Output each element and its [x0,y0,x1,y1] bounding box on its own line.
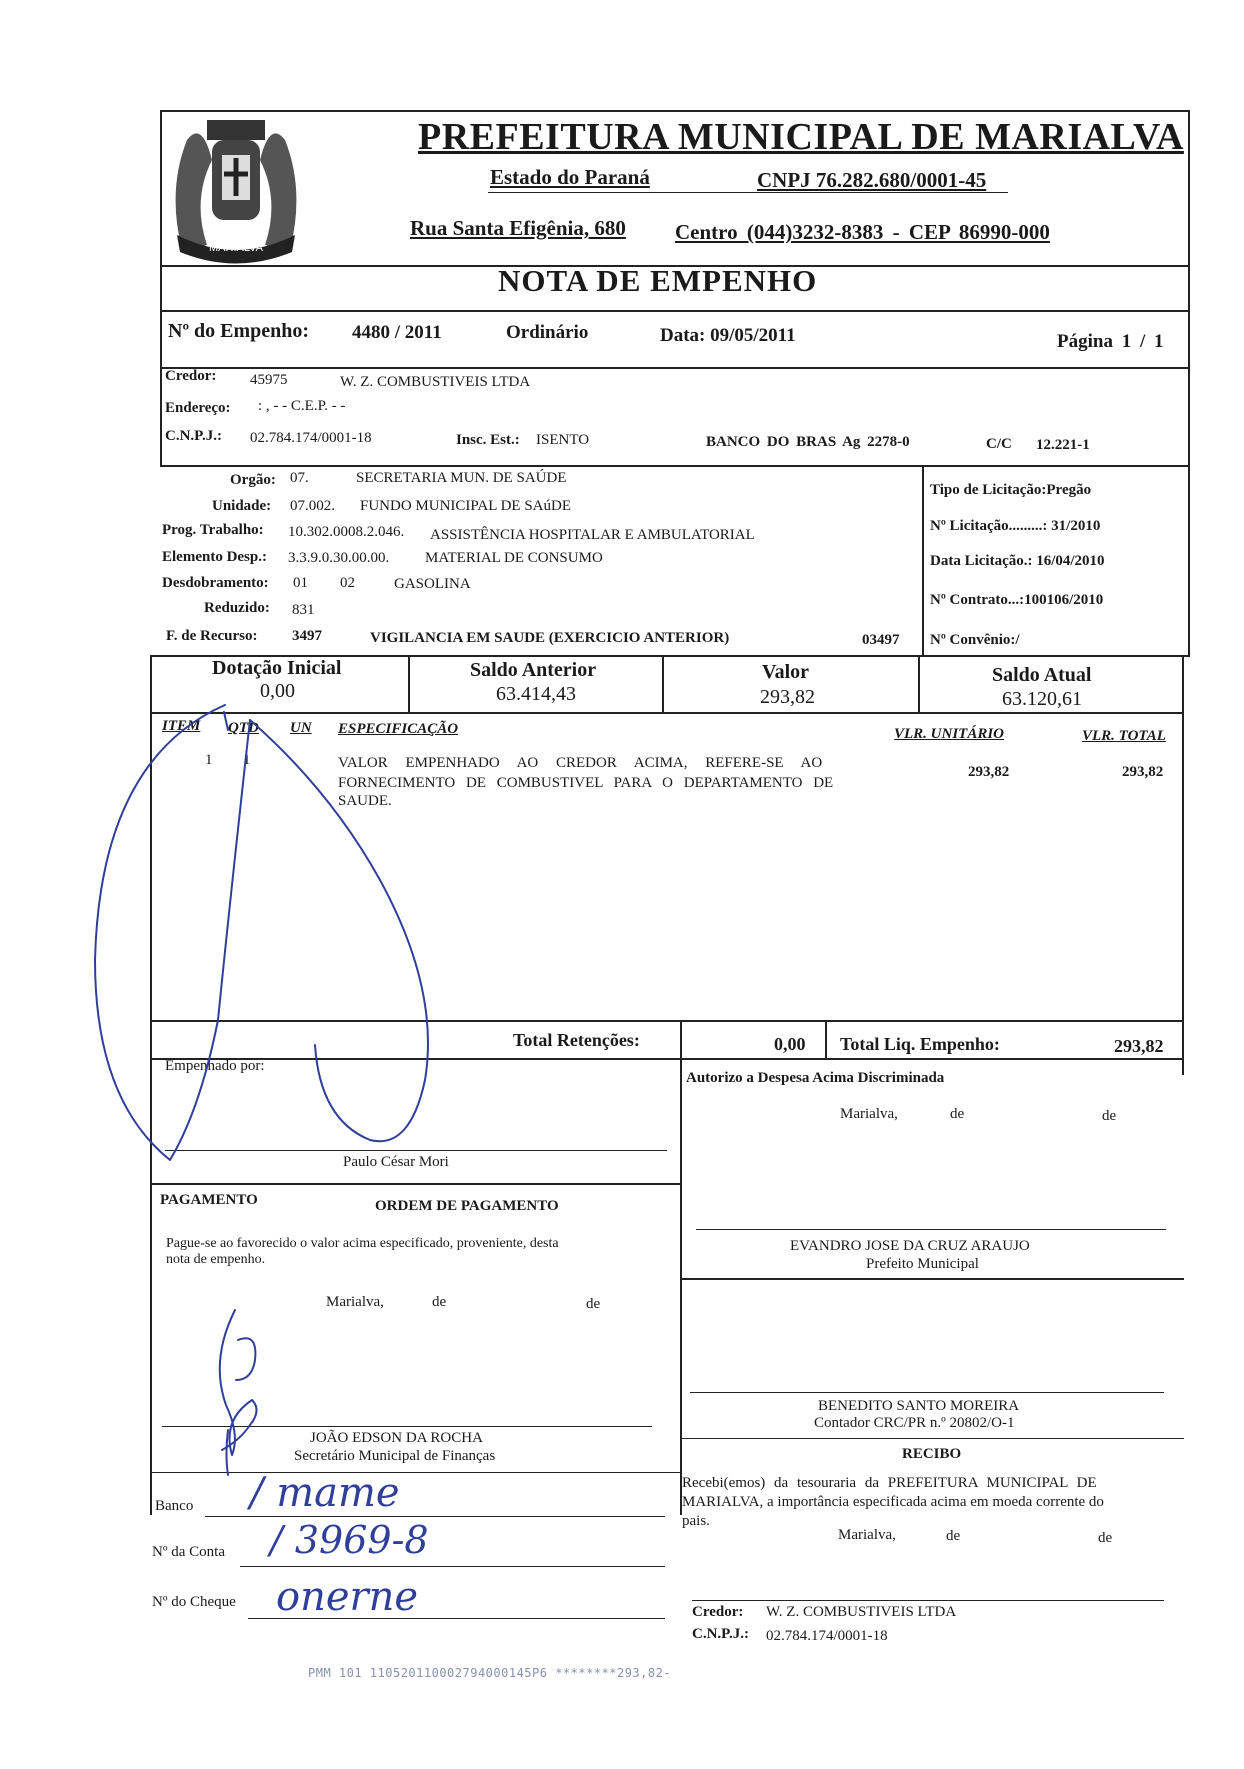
col-un: UN [290,720,312,736]
contador-role: Contador CRC/PR n.º 20802/O-1 [814,1415,1015,1431]
orgao-name: SECRETARIA MUN. DE SAÚDE [356,470,567,486]
desdobramento-a: 01 [293,575,308,591]
row-espec-2: FORNECIMENTO DE COMBUSTIVEL PARA O DEPARTAMENTO DE [338,775,834,791]
saldo-atual-label: Saldo Atual [992,664,1092,686]
recibo-de-1: de [946,1528,961,1544]
row-vlr-total: 293,82 [1122,764,1164,780]
credor-name: W. Z. COMBUSTIVEIS LTDA [340,374,531,390]
cheque-handwritten: onerne [276,1574,419,1620]
elemento-label: Elemento Desp.: [162,549,267,565]
saldo-anterior-value: 63.414,43 [496,683,576,705]
pagamento-de-2: de [586,1296,601,1312]
row-qtd: 1 [243,752,251,768]
pagamento-text-2: nota de empenho. [166,1252,266,1267]
document-title: NOTA DE EMPENHO [498,263,818,298]
secretario-role: Secretário Municipal de Finanças [294,1448,496,1464]
pagamento-label: PAGAMENTO [160,1192,258,1208]
empenhado-label: Empenhado por: [165,1058,265,1074]
ordem-pagamento: ORDEM DE PAGAMENTO [375,1198,559,1214]
contador-name: BENEDITO SANTO MOREIRA [818,1398,1020,1414]
recibo-credor: W. Z. COMBUSTIVEIS LTDA [766,1604,957,1620]
cc-value: 12.221-1 [1036,437,1090,453]
credor-label: Credor: [165,368,217,384]
recibo-de-2: de [1098,1530,1113,1546]
valor-label: Valor [762,661,810,683]
col-vlr-unitario: VLR. UNITÁRIO [894,726,1005,742]
recibo-text-1: Recebi(emos) da tesouraria da PREFEITURA MUNICIPAL DE [682,1475,1097,1491]
prefeito-role: Prefeito Municipal [866,1256,979,1272]
header-state: Estado do Paraná [490,165,650,189]
orgao-code: 07. [290,470,309,486]
pagamento-text-1: Pague-se ao favorecido o valor acima especificado, proveniente, desta [166,1236,559,1251]
col-item: ITEM [162,718,201,734]
prog-code: 10.302.0008.2.046. [288,524,405,540]
orgao-label: Orgão: [230,472,276,488]
empenho-number: 4480 / 2011 [352,322,442,343]
empenho-type: Ordinário [506,322,589,343]
bank-info: BANCO DO BRAS Ag 2278-0 [706,434,910,450]
recibo-credor-label: Credor: [692,1604,744,1620]
cnpj-label: C.N.P.J.: [165,428,222,444]
header-cnpj: CNPJ 76.282.680/0001-45 [757,168,987,192]
prog-label: Prog. Trabalho: [162,522,264,538]
autorizo-place: Marialva, [840,1106,898,1122]
insc-value: ISENTO [536,432,590,448]
banco-label: Banco [155,1498,194,1514]
dotacao-inicial-label: Dotação Inicial [212,657,342,679]
prefeito-name: EVANDRO JOSE DA CRUZ ARAUJO [790,1238,1030,1254]
recibo-place: Marialva, [838,1527,896,1543]
cc-label: C/C [986,436,1012,452]
row-espec-3: SAUDE. [338,793,392,809]
licitacao-contrato: Nº Contrato...:100106/2010 [930,592,1104,608]
reduzido-value: 831 [292,602,315,618]
dotacao-inicial-value: 0,00 [260,680,295,702]
col-especificacao: ESPECIFICAÇÃO [338,721,459,737]
autorizo-title: Autorizo a Despesa Acima Discriminada [686,1070,945,1086]
endereco-label: Endereço: [165,400,231,416]
saldo-anterior-label: Saldo Anterior [470,659,597,681]
banco-handwritten: / mame [250,1470,400,1516]
unidade-code: 07.002. [290,498,335,514]
total-liq-label: Total Liq. Empenho: [840,1034,1000,1054]
total-retencoes-label: Total Retenções: [513,1030,640,1050]
conta-handwritten: / 3969-8 [270,1518,429,1562]
col-vlr-total: VLR. TOTAL [1082,728,1166,744]
empenho-label: Nº do Empenho: [168,320,310,342]
footer-code: PMM 101 110520110002794000145P6 ********293,82- [308,1666,672,1680]
desdobramento-b: 02 [340,575,355,591]
desdobramento-name: GASOLINA [394,576,471,592]
col-qtd: QTD [228,720,259,736]
secretario-name: JOÃO EDSON DA ROCHA [310,1430,483,1446]
recibo-cnpj: 02.784.174/0001-18 [766,1628,888,1644]
credor-code: 45975 [250,372,288,388]
pagamento-place: Marialva, [326,1294,384,1310]
reduzido-label: Reduzido: [204,600,270,616]
licitacao-data: Data Licitação.: 16/04/2010 [930,553,1105,569]
recibo-text-2: MARIALVA, a importância especificada acima em moeda corrente do [682,1494,1104,1510]
recurso-label: F. de Recurso: [166,628,258,644]
desdobramento-label: Desdobramento: [162,575,269,591]
header-street: Rua Santa Efigênia, 680 [410,216,626,240]
insc-label: Insc. Est.: [456,432,520,448]
header-address: Centro (044)3232-8383 - CEP 86990-000 [675,220,1050,244]
autorizo-de-2: de [1102,1108,1117,1124]
total-retencoes-value: 0,00 [774,1034,806,1054]
empenho-page: Página 1 / 1 [1057,331,1164,352]
cnpj-value: 02.784.174/0001-18 [250,430,372,446]
recibo-cnpj-label: C.N.P.J.: [692,1626,749,1642]
endereco-value: : , - - C.E.P. - - [258,398,346,414]
pagamento-de-1: de [432,1294,447,1310]
empenho-date: Data: 09/05/2011 [660,325,796,346]
licitacao-numero: Nº Licitação.........: 31/2010 [930,518,1101,534]
valor-value: 293,82 [760,686,815,708]
prog-name: ASSISTÊNCIA HOSPITALAR E AMBULATORIAL [430,527,755,543]
elemento-name: MATERIAL DE CONSUMO [425,550,603,566]
row-espec-1: VALOR EMPENHADO AO CREDOR ACIMA, REFERE-SE AO [338,755,823,771]
recurso-name: VIGILANCIA EM SAUDE (EXERCICIO ANTERIOR) [370,630,730,646]
recibo-text-3: pais. [682,1513,710,1529]
licitacao-tipo: Tipo de Licitação:Pregão [930,482,1092,498]
recurso-code: 3497 [292,628,322,644]
recurso-number: 03497 [862,632,900,648]
header-title: PREFEITURA MUNICIPAL DE MARIALVA [418,116,1184,158]
total-liq-value: 293,82 [1114,1036,1164,1056]
row-item: 1 [205,752,213,768]
unidade-name: FUNDO MUNICIPAL DE SAúDE [360,498,571,514]
row-vlr-unitario: 293,82 [968,764,1010,780]
licitacao-convenio: Nº Convênio:/ [930,632,1020,648]
unidade-label: Unidade: [212,498,272,514]
cheque-label: Nº do Cheque [152,1594,236,1610]
elemento-code: 3.3.9.0.30.00.00. [288,550,390,566]
autorizo-de-1: de [950,1106,965,1122]
saldo-atual-value: 63.120,61 [1002,688,1082,710]
conta-label: Nº da Conta [152,1544,225,1560]
recibo-title: RECIBO [902,1446,962,1462]
empenhado-name: Paulo César Mori [343,1154,449,1170]
crest-text: MARIALVA [209,242,263,254]
